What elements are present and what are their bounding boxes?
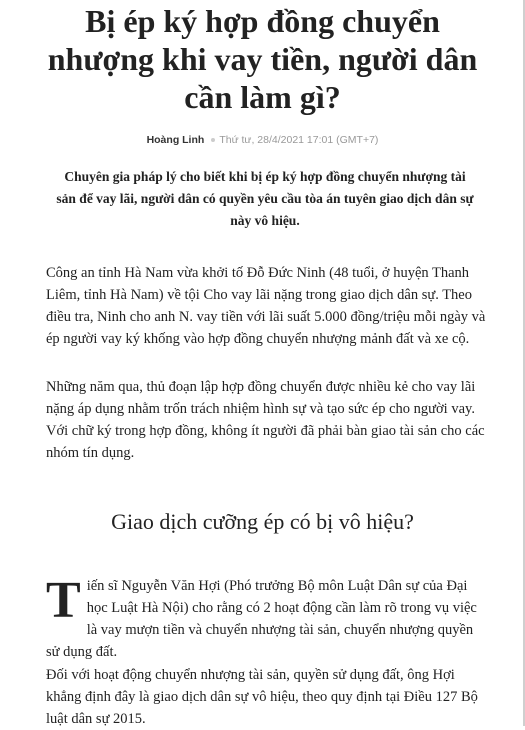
paragraph-3-text: iến sĩ Nguyễn Văn Hợi (Phó trưởng Bộ môn Luật Dân sự của Đại học Luật Hà Nội) cho rằng có 2 hoạt động cần làm rõ trong vụ việc là vay mượn tiền và chuyển nhượng tài sản, chuyển nhượng quyền sử dụng đất.: [46, 578, 477, 660]
separator-dot-icon: [211, 138, 215, 142]
paragraph-1: Công an tỉnh Hà Nam vừa khởi tố Đỗ Đức Ninh (48 tuổi, ở huyện Thanh Liêm, tỉnh Hà Nam) về tội Cho vay lãi nặng trong giao dịch dân sự. Theo điều tra, Ninh cho anh N. vay tiền với lãi suất 5.000 đồng/triệu mỗi ngày và ép người vay ký khống vào hợp đồng chuyển nhượng mảnh đất và xe cộ.: [46, 265, 486, 347]
article-lead: Chuyên gia pháp lý cho biết khi bị ép ký hợp đồng chuyển nhượng tài sản để vay lãi, người dân có quyền yêu cầu tòa án tuyên giao dịch dân sự này vô hiệu.: [56, 169, 474, 228]
paragraph-4: Đối với hoạt động chuyển nhượng tài sản, quyền sử dụng đất, ông Hợi khẳng định đây là giao dịch dân sự vô hiệu, theo quy định tại Điều 127 Bộ luật dân sự 2015.: [46, 667, 478, 727]
paragraph-3: [46, 572, 486, 663]
byline: [0, 134, 525, 146]
drop-cap: T: [46, 572, 81, 629]
section-heading: Giao dịch cưỡng ép có bị vô hiệu?: [111, 509, 414, 534]
publish-date: Thứ tư, 28/4/2021 17:01 (GMT+7): [219, 134, 379, 146]
paragraph-2: Những năm qua, thủ đoạn lập hợp đồng chuyển được nhiều kẻ cho vay lãi nặng áp dụng nhằm trốn trách nhiệm hình sự và tạo sức ép cho người vay. Với chữ ký trong hợp đồng, không ít người đã phải bàn giao tài sản cho các nhóm tín dụng.: [46, 379, 485, 461]
author-name[interactable]: Hoàng Linh: [146, 134, 205, 146]
article-title: Bị ép ký hợp đồng chuyển nhượng khi vay tiền, người dân cần làm gì?: [47, 3, 478, 115]
